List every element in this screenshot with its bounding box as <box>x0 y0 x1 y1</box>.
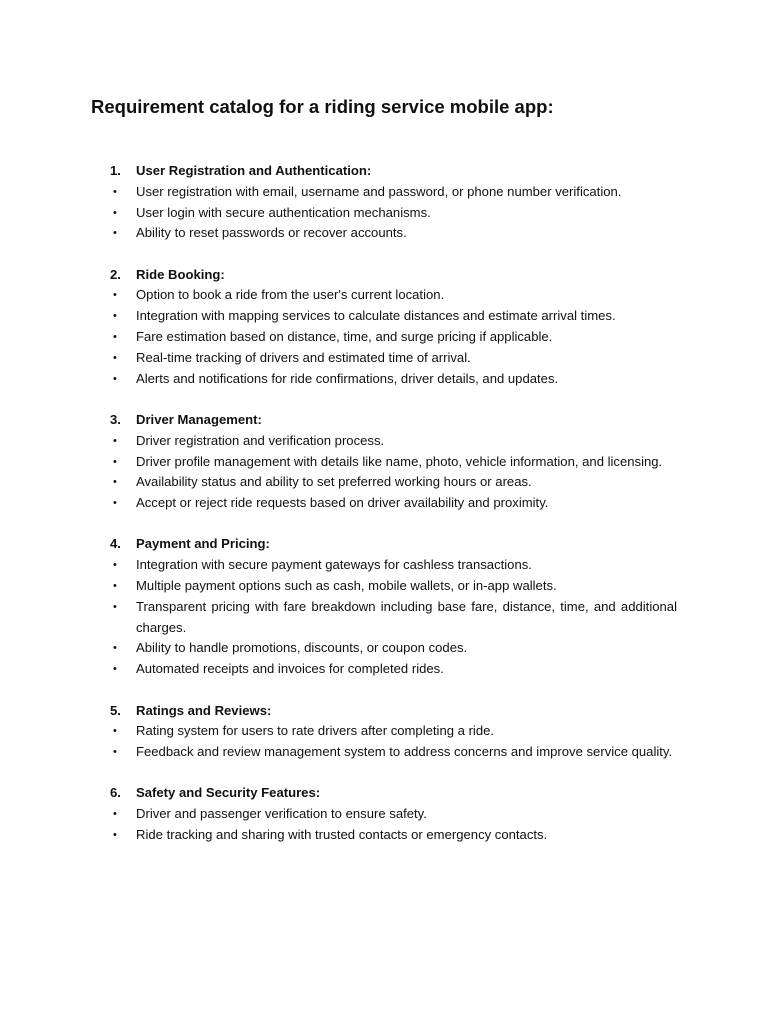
section-user-registration <box>110 161 677 244</box>
bullet-icon: • <box>113 642 117 655</box>
section-title: Driver Management: <box>136 411 262 427</box>
section-heading <box>110 534 677 555</box>
item-text: Alerts and notifications for ride confirmations, driver details, and updates. <box>136 370 559 386</box>
list-item <box>110 306 677 327</box>
item-text: Accept or reject ride requests based on driver availability and proximity. <box>136 495 549 511</box>
bullet-icon: • <box>113 663 117 676</box>
requirement-items <box>110 285 677 389</box>
section-ratings-reviews <box>110 701 677 763</box>
section-title: Safety and Security Features: <box>136 785 321 801</box>
bullet-icon: • <box>113 206 117 219</box>
item-text: Option to book a ride from the user's current location. <box>136 287 445 303</box>
bullet-icon: • <box>113 372 117 385</box>
bullet-icon: • <box>113 746 117 759</box>
section-heading <box>110 410 677 431</box>
section-heading <box>110 783 677 804</box>
section-title: Payment and Pricing: <box>136 536 270 552</box>
item-text: Driver registration and verification process. <box>136 432 385 448</box>
section-payment-pricing <box>110 534 677 680</box>
item-text: Ride tracking and sharing with trusted contacts or emergency contacts. <box>136 827 548 843</box>
bullet-icon: • <box>113 808 117 821</box>
list-item <box>110 285 677 306</box>
section-number: 4. <box>110 536 121 552</box>
list-item <box>110 431 677 452</box>
item-text: Feedback and review management system to address concerns and improve service quality. <box>136 744 673 760</box>
list-item <box>110 493 677 514</box>
bullet-icon: • <box>113 476 117 489</box>
list-item <box>110 203 677 224</box>
bullet-icon: • <box>113 580 117 593</box>
item-text: Multiple payment options such as cash, mobile wallets, or in-app wallets. <box>136 578 557 594</box>
section-heading <box>110 265 677 286</box>
list-item <box>110 555 677 576</box>
list-item <box>110 638 677 659</box>
requirement-items <box>110 721 677 763</box>
item-text: Fare estimation based on distance, time, and surge pricing if applicable. <box>136 329 553 345</box>
bullet-icon: • <box>113 289 117 302</box>
item-text: Availability status and ability to set preferred working hours or areas. <box>136 474 532 490</box>
bullet-icon: • <box>113 725 117 738</box>
item-text: Ability to reset passwords or recover accounts. <box>136 225 407 241</box>
list-item <box>110 182 677 203</box>
section-ride-booking <box>110 265 677 390</box>
section-number: 3. <box>110 411 121 427</box>
list-item <box>110 576 677 597</box>
section-title: Ratings and Reviews: <box>136 702 272 718</box>
item-text: Integration with mapping services to calculate distances and estimate arrival times. <box>136 308 616 324</box>
item-text: Driver and passenger verification to ensure safety. <box>136 806 427 822</box>
list-item <box>110 659 677 680</box>
bullet-icon: • <box>113 455 117 468</box>
section-number: 2. <box>110 266 121 282</box>
item-text: Rating system for users to rate drivers after completing a ride. <box>136 723 495 739</box>
item-text: Integration with secure payment gateways for cashless transactions. <box>136 557 532 573</box>
list-item <box>110 472 677 493</box>
item-text: Ability to handle promotions, discounts, or coupon codes. <box>136 640 468 656</box>
item-text: Automated receipts and invoices for completed rides. <box>136 661 444 677</box>
section-number: 1. <box>110 163 121 178</box>
list-item <box>110 721 677 742</box>
item-text: Real-time tracking of drivers and estimated time of arrival. <box>136 349 471 365</box>
list-item <box>110 825 677 846</box>
bullet-icon: • <box>113 559 117 572</box>
item-text: User registration with email, username and password, or phone number verification. <box>136 183 622 199</box>
section-heading <box>110 161 677 182</box>
requirements-list <box>110 161 677 866</box>
bullet-icon: • <box>113 227 117 240</box>
item-text: User login with secure authentication mechanisms. <box>136 204 431 220</box>
requirement-items <box>110 431 677 514</box>
bullet-icon: • <box>113 331 117 344</box>
bullet-icon: • <box>113 829 117 842</box>
section-number: 5. <box>110 702 121 718</box>
list-item <box>110 742 677 763</box>
list-item <box>110 369 677 390</box>
item-text: Transparent pricing with fare breakdown including base fare, distance, time, and additional charges. <box>136 598 677 635</box>
list-item <box>110 327 677 348</box>
bullet-icon: • <box>113 600 117 613</box>
requirement-items <box>110 555 677 680</box>
bullet-icon: • <box>113 351 117 364</box>
bullet-icon: • <box>113 434 117 447</box>
list-item <box>110 452 677 473</box>
section-driver-management <box>110 410 677 514</box>
item-text: Driver profile management with details like name, photo, vehicle information, and licensing. <box>136 453 663 469</box>
requirement-items <box>110 804 677 846</box>
list-item <box>110 348 677 369</box>
list-item <box>110 597 677 639</box>
document-title: Requirement catalog for a riding service mobile app: <box>91 96 554 117</box>
section-title: User Registration and Authentication: <box>136 163 372 178</box>
bullet-icon: • <box>113 497 117 510</box>
section-safety-security <box>110 783 677 845</box>
bullet-icon: • <box>113 310 117 323</box>
section-heading <box>110 701 677 722</box>
section-number: 6. <box>110 785 121 801</box>
requirement-items <box>110 182 677 244</box>
list-item <box>110 223 677 244</box>
section-title: Ride Booking: <box>136 266 225 282</box>
list-item <box>110 804 677 825</box>
bullet-icon: • <box>113 185 117 198</box>
